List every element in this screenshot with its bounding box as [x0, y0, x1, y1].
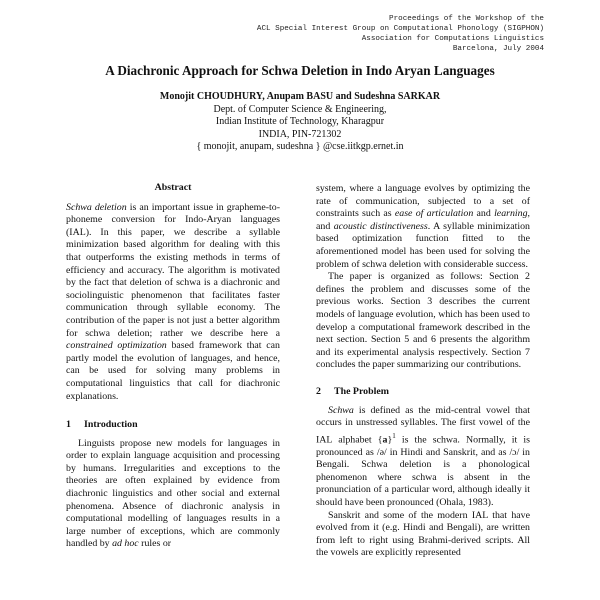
abstract-text: based framework that can partly model the evolution of languages, and hence, can be used for solving many problems in computational linguistics that call for diachronic explanations.	[66, 340, 280, 402]
left-column	[66, 182, 280, 551]
problem-text: is the schwa. Normally, it is pronounced as /ə/ in Hindi and Sanskrit, and as /ɔ/ in Bengali. Schwa deletion is a phonological phenomenon where schwa is absent in the pronunciation of a particular word, although ideally it should have been pronounced (Ohala, 1983).	[316, 433, 531, 508]
body-emphasis: learning	[494, 208, 528, 220]
proceedings-line: Association for Computations Linguistics	[361, 35, 544, 43]
author-block	[0, 91, 600, 154]
abstract-emphasis: constrained optimization	[66, 340, 167, 352]
author-dept: Dept. of Computer Science & Engineering,	[213, 103, 387, 115]
proceedings-line: Barcelona, July 2004	[452, 45, 544, 53]
intro-text: Linguists propose new models for languages in order to explain language acquisition and processing by humans. Irregularities and exceptions to the theories are often explained by evidence from diachronic linguistics and other social and external phenomena. Absence of diachronic analysis in computational modelling of languages results in a large number of exceptions, which are commonly handled by	[66, 437, 280, 550]
author-location: INDIA, PIN-721302	[258, 128, 342, 140]
proceedings-header	[257, 14, 544, 54]
proceedings-line: Proceedings of the Workshop of the	[389, 15, 544, 23]
problem-text: }	[387, 433, 393, 445]
abstract-heading: Abstract	[154, 182, 192, 193]
footnote-marker[interactable]: 1	[392, 431, 396, 440]
schwa-symbol: a	[382, 433, 388, 445]
section-title: Introduction	[84, 419, 138, 431]
problem-emphasis: Schwa	[328, 404, 354, 416]
body-text: , and	[316, 208, 530, 232]
intro-paragraph	[66, 438, 280, 551]
section-heading-problem	[316, 386, 530, 399]
organization-paragraph: The paper is organized as follows: Section 2 defines the problem and discusses some of the previous works. Section 3 describes the current models of language evolution, which has been used to develop a computational framework described in the next section. Section 5 and 6 presents the algorithm and its experimental analysis respectively. Section 7 concludes the paper summarizing our contributions.	[316, 271, 530, 371]
intro-emphasis: ad hoc	[112, 538, 139, 550]
body-text: system, where a language evolves by optimizing the rate of communication, subjected to a set of constraints such as	[316, 183, 530, 220]
problem-paragraph	[316, 405, 530, 510]
abstract-paragraph	[66, 202, 280, 404]
intro-text: rules or	[138, 538, 172, 550]
body-emphasis: acoustic distinctiveness	[333, 220, 428, 232]
right-column	[316, 183, 530, 560]
abstract-emphasis: Schwa deletion	[66, 201, 127, 213]
body-text: . A syllable minimization based optimization function fitted to the aforementioned model has been used for solving the problem of schwa deletion with considerable success.	[316, 220, 530, 270]
section-title: The Problem	[334, 385, 389, 397]
body-emphasis: ease of articulation	[394, 208, 474, 220]
author-institute: Indian Institute of Technology, Kharagpur	[215, 116, 385, 127]
paper-title: A Diachronic Approach for Schwa Deletion in Indo Aryan Languages	[105, 63, 495, 78]
problem-text: is defined as the mid-central vowel that occurs in unstressed syllables. The first vowel of the IAL alphabet {	[316, 404, 530, 445]
evolution-paragraph	[316, 183, 530, 271]
section-number: 2	[316, 385, 321, 397]
script-paragraph: Sanskrit and some of the modern IAL that have evolved from it (e.g. Hindi and Bengali), are written from left to right using Brahmi-derived scripts. All the vowels are explicitly represented	[316, 509, 530, 559]
section-number: 1	[66, 419, 71, 431]
author-emails: { monojit, anupam, sudeshna } @cse.iitkgp.ernet.in	[196, 141, 404, 152]
abstract-text: is an important issue in grapheme-to-phoneme conversion for Indo-Aryan languages (IAL). In this paper, we describe a syllable minimization based algorithm for dealing with this that outperforms the existing methods in terms of efficiency and accuracy. The algorithm is motivated by the fact that deletion of schwa is a diachronic and sociolinguistic phenomenon that facilitates faster communication through syllable economy. The contribution of the paper is not just a better algorithm for schwa deletion; rather we describe here a	[66, 201, 280, 339]
body-text: and	[473, 208, 495, 220]
proceedings-line: ACL Special Interest Group on Computational Phonology (SIGPHON)	[256, 25, 544, 33]
author-names: Monojit CHOUDHURY, Anupam BASU and Sudeshna SARKAR	[159, 91, 441, 102]
section-heading-introduction	[66, 419, 280, 432]
